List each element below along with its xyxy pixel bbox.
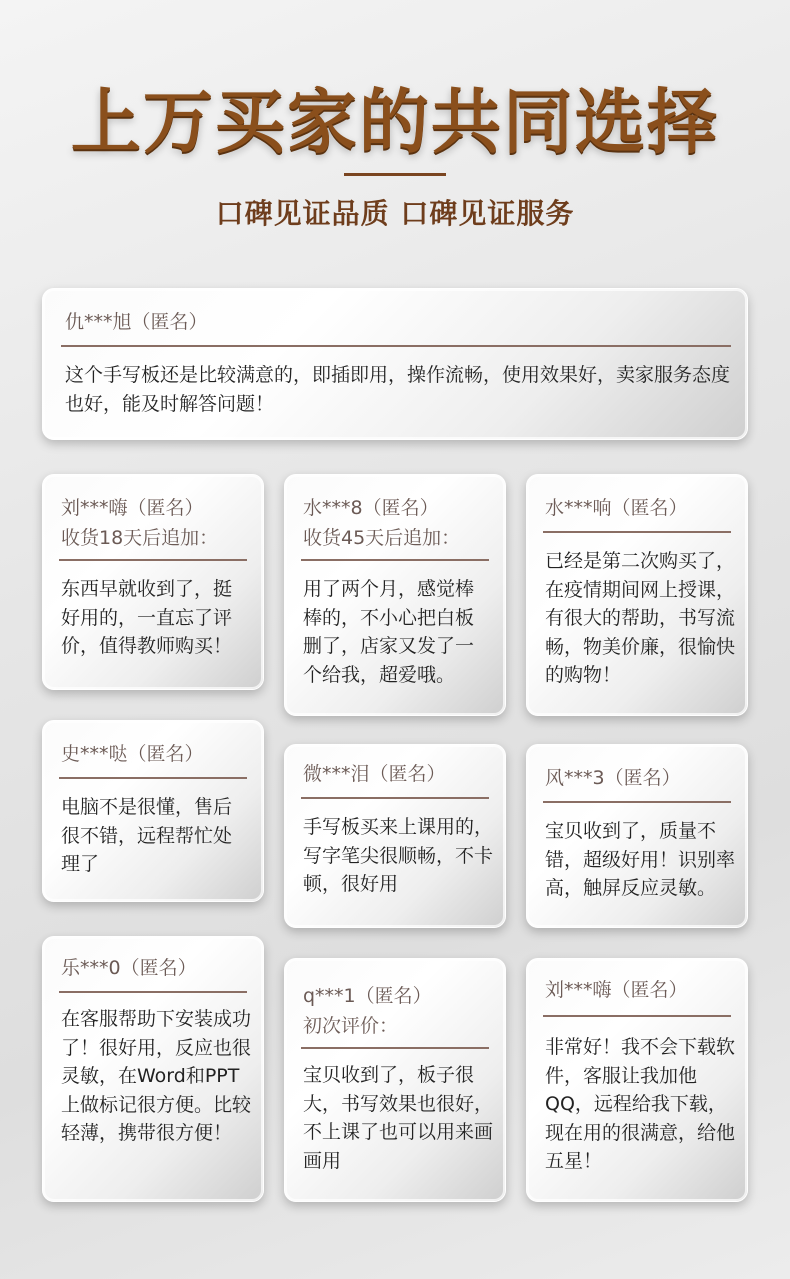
reviewer-name: q***1（匿名） 初次评价： bbox=[303, 985, 432, 1037]
reviewer-name: 刘***嗨（匿名） 收货18天后追加： bbox=[61, 497, 219, 549]
review-text: 已经是第二次购买了，在疫情期间网上授课，有很大的帮助，书写流畅，物美价廉，很愉快的购物！ bbox=[545, 550, 736, 686]
reviewer-name: 水***8（匿名） 收货45天后追加： bbox=[303, 497, 461, 549]
reviewer-name: 刘***嗨（匿名） bbox=[545, 979, 688, 1001]
review-text: 用了两个月，感觉棒棒的，不小心把白板删了，店家又发了一个给我，超爱哦。 bbox=[303, 578, 475, 686]
reviewer-name: 史***哒（匿名） bbox=[61, 743, 204, 765]
page-title: 上万买家的共同选择 bbox=[71, 81, 719, 163]
reviewer-name: 仇***旭（匿名） bbox=[65, 311, 208, 333]
review-card bbox=[526, 474, 748, 716]
review-card bbox=[526, 958, 748, 1202]
card-divider bbox=[301, 559, 489, 561]
review-card bbox=[42, 288, 748, 440]
review-card bbox=[526, 744, 748, 928]
review-text: 非常好！我不会下载软件，客服让我加他QQ，远程给我下载，现在用的很满意，给他五星！ bbox=[545, 1036, 736, 1172]
card-divider bbox=[59, 777, 247, 779]
card-divider bbox=[543, 801, 731, 803]
review-card bbox=[284, 958, 506, 1202]
review-text: 东西早就收到了，挺好用的，一直忘了评价，值得教师购买！ bbox=[61, 578, 233, 657]
reviewer-name: 微***泪（匿名） bbox=[303, 763, 446, 785]
card-divider bbox=[301, 1047, 489, 1049]
review-text: 宝贝收到了，质量不错，超级好用！识别率高，触屏反应灵敏。 bbox=[545, 820, 736, 899]
review-text: 手写板买来上课用的，写字笔尖很顺畅，不卡顿，很好用 bbox=[303, 816, 494, 895]
card-divider bbox=[543, 531, 731, 533]
review-card bbox=[284, 744, 506, 928]
reviewer-name: 乐***0（匿名） bbox=[61, 957, 197, 979]
review-text: 宝贝收到了，板子很大，书写效果也很好，不上课了也可以用来画画用 bbox=[303, 1064, 494, 1172]
review-text: 这个手写板还是比较满意的，即插即用，操作流畅，使用效果好，卖家服务态度也好，能及时解答问题！ bbox=[65, 364, 731, 415]
reviewer-name: 风***3（匿名） bbox=[545, 767, 681, 789]
card-divider bbox=[61, 345, 731, 347]
card-divider bbox=[301, 797, 489, 799]
review-card bbox=[42, 474, 264, 690]
title-divider bbox=[344, 173, 446, 176]
review-card bbox=[284, 474, 506, 716]
review-text: 电脑不是很懂，售后很不错，远程帮忙处理了 bbox=[61, 796, 233, 875]
review-text: 在客服帮助下安装成功了！很好用，反应也很灵敏，在Word和PPT上做标记很方便。比较轻薄，携带很方便！ bbox=[61, 1008, 252, 1144]
card-divider bbox=[59, 991, 247, 993]
card-divider bbox=[543, 1015, 731, 1017]
page-subtitle: 口碑见证品质 口碑见证服务 bbox=[215, 197, 575, 230]
review-card bbox=[42, 936, 264, 1202]
reviewer-name: 水***响（匿名） bbox=[545, 497, 688, 519]
review-card bbox=[42, 720, 264, 902]
card-divider bbox=[59, 559, 247, 561]
